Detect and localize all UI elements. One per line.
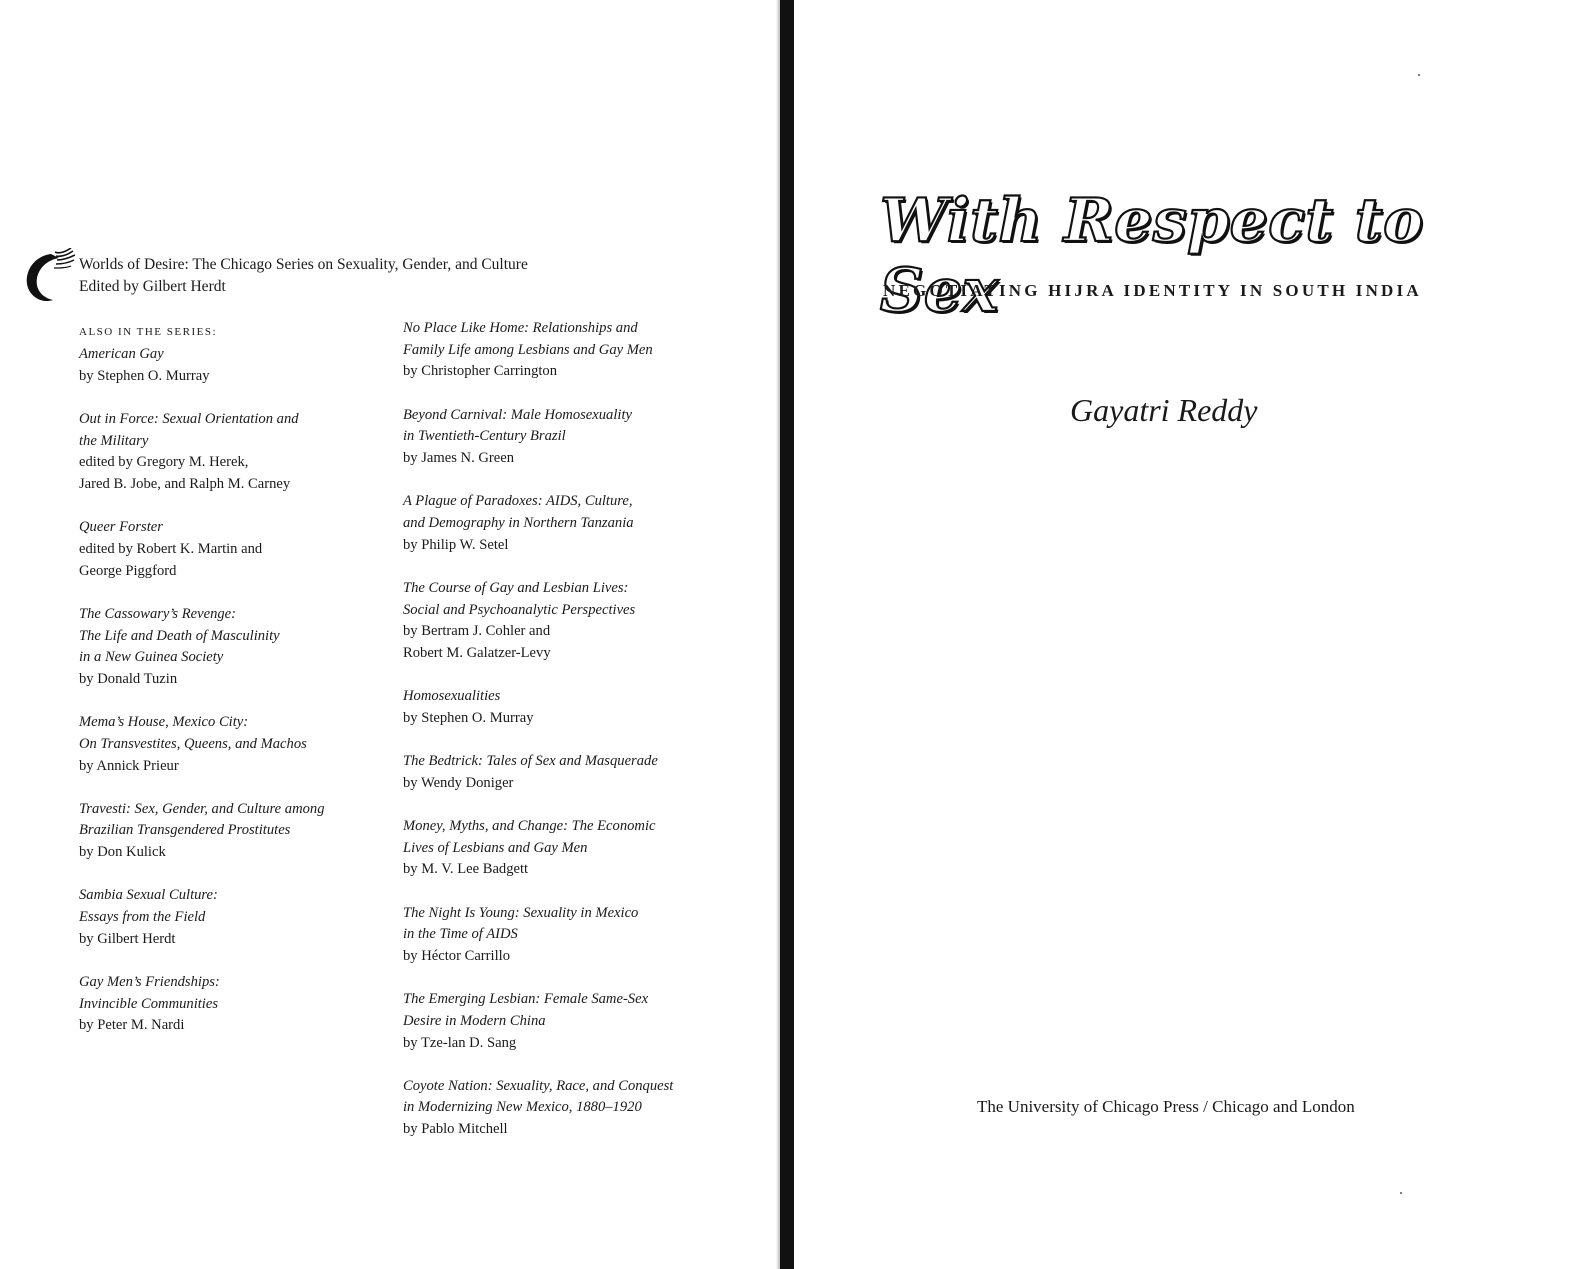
series-book-entry (403, 686, 743, 729)
book-entry-author (403, 1119, 743, 1141)
series-book-entry (79, 409, 389, 496)
book-entry-author (79, 366, 389, 388)
book-entry-author-line: by Pablo Mitchell (403, 1121, 508, 1138)
series-book-entry (79, 885, 389, 950)
book-entry-author (403, 859, 743, 881)
book-entry-title-line: Travesti: Sex, Gender, and Culture among (79, 800, 325, 817)
book-entry-author (403, 535, 743, 557)
book-entry-title-line: Lives of Lesbians and Gay Men (403, 839, 588, 856)
book-entry-title-line: in Modernizing New Mexico, 1880–1920 (403, 1099, 642, 1116)
series-book-entry (79, 517, 389, 582)
book-entry-author-line: by Donald Tuzin (79, 670, 178, 687)
book-entry-author-line: by Héctor Carrillo (403, 947, 510, 964)
book-title: With Respect to Sex (880, 186, 1424, 326)
book-entry-title-line: Gay Men’s Friendships: (79, 973, 220, 990)
book-entry-title-line: A Plague of Paradoxes: AIDS, Culture, (403, 493, 633, 510)
book-entry-title-line: The Night Is Young: Sexuality in Mexico (403, 904, 639, 921)
series-book-entry (403, 989, 743, 1054)
series-book-entry (403, 578, 743, 665)
book-entry-title-line: The Course of Gay and Lesbian Lives: (403, 579, 629, 596)
book-entry-title-line: in the Time of AIDS (403, 926, 518, 943)
series-book-entry (403, 491, 743, 556)
book-entry-title (403, 491, 743, 534)
book-entry-author (79, 929, 389, 951)
book-entry-author (403, 448, 743, 470)
book-entry-author (79, 669, 389, 691)
book-entry-title-line: The Life and Death of Masculinity (79, 627, 280, 644)
book-entry-title (79, 604, 389, 669)
book-entry-title-line: and Demography in Northern Tanzania (403, 514, 634, 531)
book-entry-title (403, 989, 743, 1032)
series-book-entry (403, 903, 743, 968)
book-entry-title-line: The Bedtrick: Tales of Sex and Masquerade (403, 753, 658, 770)
book-spine-gutter (780, 0, 794, 1269)
book-entry-title-line: Mema’s House, Mexico City: (79, 714, 249, 731)
book-entry-author-line: by M. V. Lee Badgett (403, 861, 529, 878)
book-entry-author (79, 756, 389, 778)
scan-speck (1418, 74, 1420, 76)
series-book-entry (403, 751, 743, 794)
book-entry-title-line: Essays from the Field (79, 909, 206, 926)
book-entry-author-line: by Wendy Doniger (403, 774, 514, 791)
book-entry-author-line: by Annick Prieur (79, 757, 179, 774)
series-list-left-column (79, 344, 389, 1059)
book-entry-title (403, 1076, 743, 1119)
book-entry-title (79, 799, 389, 842)
book-entry-author (403, 708, 743, 730)
book-entry-title-line: On Transvestites, Queens, and Machos (79, 735, 307, 752)
book-entry-author (403, 946, 743, 968)
series-book-entry (403, 405, 743, 470)
book-entry-author-line: by Gilbert Herdt (79, 930, 176, 947)
book-entry-author (403, 773, 743, 795)
book-entry-title-line: Homosexualities (403, 688, 501, 705)
series-title: Worlds of Desire: The Chicago Series on Sexuality, Gender, and Culture (79, 256, 528, 273)
book-author: Gayatri Reddy (1070, 392, 1258, 428)
book-entry-title-line: The Emerging Lesbian: Female Same-Sex (403, 991, 649, 1008)
book-entry-author-line: by Philip W. Setel (403, 536, 509, 553)
book-entry-title-line: Queer Forster (79, 519, 163, 536)
book-entry-author (79, 1015, 389, 1037)
book-entry-title-line: Beyond Carnival: Male Homosexuality (403, 406, 632, 423)
book-entry-author-line: Jared B. Jobe, and Ralph M. Carney (79, 476, 291, 493)
book-entry-author-line: by Stephen O. Murray (79, 367, 210, 384)
book-entry-title-line: Brazilian Transgendered Prostitutes (79, 822, 291, 839)
series-editor: Edited by Gilbert Herdt (79, 278, 226, 295)
book-entry-author-line: by Peter M. Nardi (79, 1017, 185, 1034)
book-entry-author (403, 621, 743, 664)
book-entry-title-line: Money, Myths, and Change: The Economic (403, 817, 656, 834)
book-entry-title (79, 409, 389, 452)
scan-speck (1400, 1192, 1402, 1194)
series-book-entry (79, 972, 389, 1037)
book-entry-title-line: American Gay (79, 346, 164, 362)
book-entry-title-line: Social and Psychoanalytic Perspectives (403, 601, 636, 618)
book-entry-title (79, 344, 389, 366)
book-entry-title (79, 517, 389, 539)
series-book-entry (79, 344, 389, 387)
book-entry-author (403, 361, 743, 383)
book-entry-author-line: by Stephen O. Murray (403, 709, 534, 726)
book-entry-title (403, 405, 743, 448)
book-entry-author (79, 539, 389, 582)
book-entry-author-line: edited by Gregory M. Herek, (79, 454, 249, 471)
book-entry-author-line: by Tze-lan D. Sang (403, 1034, 517, 1051)
series-book-entry (79, 712, 389, 777)
book-entry-title (403, 816, 743, 859)
book-entry-title-line: No Place Like Home: Relationships and (403, 320, 638, 336)
series-book-entry (79, 604, 389, 691)
book-entry-title-line: Sambia Sexual Culture: (79, 887, 218, 904)
book-entry-author-line: by Bertram J. Cohler and (403, 623, 551, 640)
book-subtitle: NEGOTIATING HIJRA IDENTITY IN SOUTH INDIA (883, 281, 1422, 300)
series-book-entry (79, 799, 389, 864)
book-entry-title-line: Desire in Modern China (403, 1012, 546, 1029)
book-entry-title-line: in a New Guinea Society (79, 649, 224, 666)
book-entry-author (79, 842, 389, 864)
series-book-entry (403, 318, 743, 383)
book-entry-title-line: The Cassowary’s Revenge: (79, 605, 236, 622)
series-book-entry (403, 1076, 743, 1141)
book-entry-author (79, 452, 389, 495)
book-entry-title (403, 903, 743, 946)
series-book-entry (403, 816, 743, 881)
book-entry-title (403, 751, 743, 773)
publisher-imprint: The University of Chicago Press / Chicago and London (977, 1097, 1355, 1116)
book-entry-title-line: the Military (79, 432, 149, 449)
book-entry-title (79, 712, 389, 755)
series-list-right-column (403, 318, 743, 1162)
book-entry-title-line: in Twentieth-Century Brazil (403, 428, 566, 445)
also-in-series-label: ALSO IN THE SERIES: (79, 326, 217, 338)
spiral-wave-logo-icon (25, 248, 75, 304)
book-entry-author-line: by Christopher Carrington (403, 363, 558, 380)
book-entry-author-line: George Piggford (79, 562, 177, 579)
book-entry-author-line: by James N. Green (403, 450, 515, 467)
book-entry-author (403, 1033, 743, 1055)
book-entry-title (403, 686, 743, 708)
book-entry-title (403, 318, 743, 361)
series-header (79, 254, 528, 298)
book-entry-title (79, 972, 389, 1015)
book-entry-title-line: Coyote Nation: Sexuality, Race, and Conquest (403, 1077, 674, 1094)
book-entry-title-line: Family Life among Lesbians and Gay Men (403, 341, 653, 358)
book-entry-title (403, 578, 743, 621)
book-entry-author-line: Robert M. Galatzer-Levy (403, 644, 551, 661)
book-entry-title (79, 885, 389, 928)
book-entry-title-line: Out in Force: Sexual Orientation and (79, 410, 299, 427)
book-entry-author-line: by Don Kulick (79, 844, 166, 861)
book-entry-title-line: Invincible Communities (79, 995, 219, 1012)
book-entry-author-line: edited by Robert K. Martin and (79, 540, 263, 557)
